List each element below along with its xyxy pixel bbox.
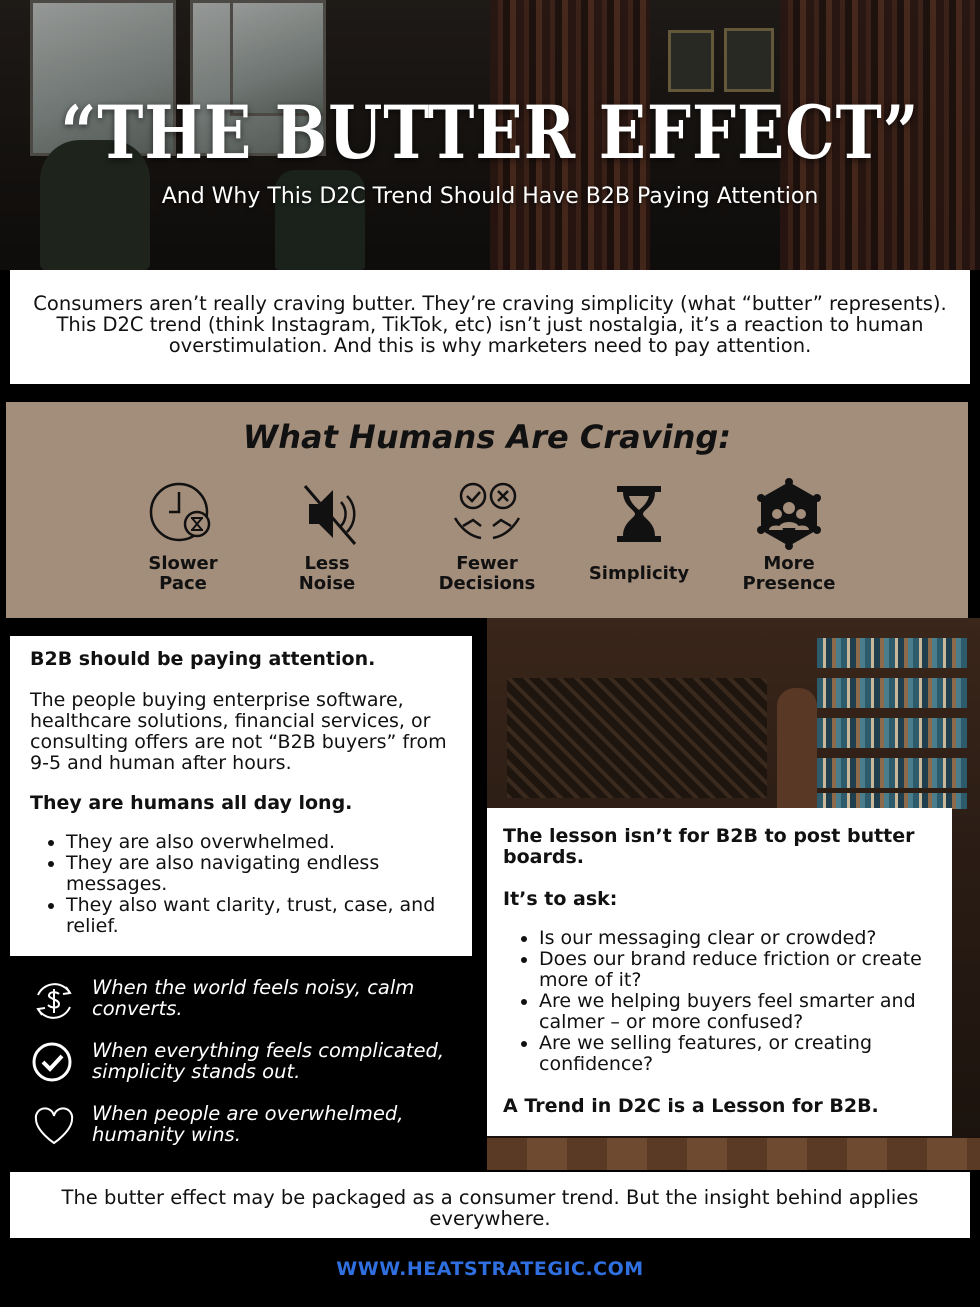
intro-text-box	[10, 270, 970, 384]
checkmark-circle-icon	[30, 1040, 78, 1088]
list-item: • They are also overwhelmed.	[66, 832, 452, 853]
list-item: • They are also navigating endless messages.	[66, 853, 452, 895]
b2b-heading: B2B should be paying attention.	[30, 648, 376, 670]
hourglass-icon	[603, 478, 675, 550]
quote-text: When everything feels complicated, simplicity stands out.	[92, 1039, 445, 1083]
quote-item	[30, 1103, 480, 1163]
crave-item-fewer-decisions	[412, 478, 562, 594]
group-network-icon	[753, 478, 825, 550]
website-link[interactable]: WWW.HEATSTRATEGIC.COM	[336, 1258, 644, 1280]
check-x-hands-icon	[451, 478, 523, 550]
craving-title: What Humans Are Craving:	[242, 418, 732, 456]
staircase-post	[777, 688, 817, 808]
page-title: “THE BUTTER EFFECT”	[60, 89, 920, 176]
dollar-refresh-icon	[30, 977, 78, 1025]
b2b-attention-box	[10, 636, 472, 956]
crave-item-simplicity	[564, 478, 714, 584]
heart-icon	[30, 1103, 78, 1151]
list-item: • Does our brand reduce friction or create more of it?	[539, 949, 936, 991]
ask-heading: It’s to ask:	[503, 888, 618, 910]
crave-item-slower-pace	[108, 478, 258, 594]
bookshelf-image	[817, 638, 967, 668]
footer-text: The butter effect may be packaged as a consumer trend. But the insight behind applies everywhere.	[61, 1186, 919, 1230]
staircase-railing	[507, 678, 767, 798]
crave-item-less-noise	[252, 478, 402, 594]
muted-speaker-icon	[291, 478, 363, 550]
footer-box	[10, 1172, 970, 1238]
humans-list	[30, 832, 452, 937]
list-item: • They also want clarity, trust, case, and relief.	[66, 895, 452, 937]
b2b-body: The people buying enterprise software, healthcare solutions, financial services, or consulting offers are not “B2B buyers” from 9-5 and human after hours.	[30, 689, 447, 774]
bookshelf-image	[817, 678, 967, 708]
bookshelf-image	[817, 793, 967, 809]
floor-image	[487, 1138, 980, 1170]
crave-label: Less Noise	[298, 553, 356, 594]
list-item: • Are we selling features, or creating confidence?	[539, 1033, 936, 1075]
page-subtitle: And Why This D2C Trend Should Have B2B Paying Attention	[161, 184, 819, 209]
humans-heading: They are humans all day long.	[30, 792, 353, 814]
quote-text: When people are overwhelmed, humanity wins.	[92, 1102, 404, 1146]
crave-label: Fewer Decisions	[438, 553, 536, 594]
crave-label: Simplicity	[588, 563, 690, 584]
bookshelf-image	[817, 718, 967, 748]
lesson-box	[487, 808, 952, 1136]
quote-text: When the world feels noisy, calm converts.	[92, 976, 415, 1020]
clock-hourglass-icon	[147, 478, 219, 550]
questions-list	[503, 928, 936, 1075]
lesson-heading: The lesson isn’t for B2B to post butter boards.	[503, 825, 915, 868]
craving-section	[6, 402, 968, 618]
lesson-conclusion: A Trend in D2C is a Lesson for B2B.	[503, 1095, 879, 1117]
crave-label: More Presence	[742, 553, 836, 594]
list-item: • Is our messaging clear or crowded?	[539, 928, 936, 949]
quote-item	[30, 977, 480, 1037]
header-banner	[0, 0, 980, 270]
list-item: • Are we helping buyers feel smarter and calmer – or more confused?	[539, 991, 936, 1033]
bookshelf-image	[817, 758, 967, 788]
quote-item	[30, 1040, 480, 1100]
crave-label: Slower Pace	[148, 553, 218, 594]
intro-text: Consumers aren’t really craving butter. They’re craving simplicity (what “butter” represents). This D2C trend (think Instagram, TikTok, etc) isn’t just nostalgia, it’s a reaction to human overstimulation. And this is why marketers need to pay attention.	[33, 292, 947, 357]
crave-item-more-presence	[714, 478, 864, 594]
